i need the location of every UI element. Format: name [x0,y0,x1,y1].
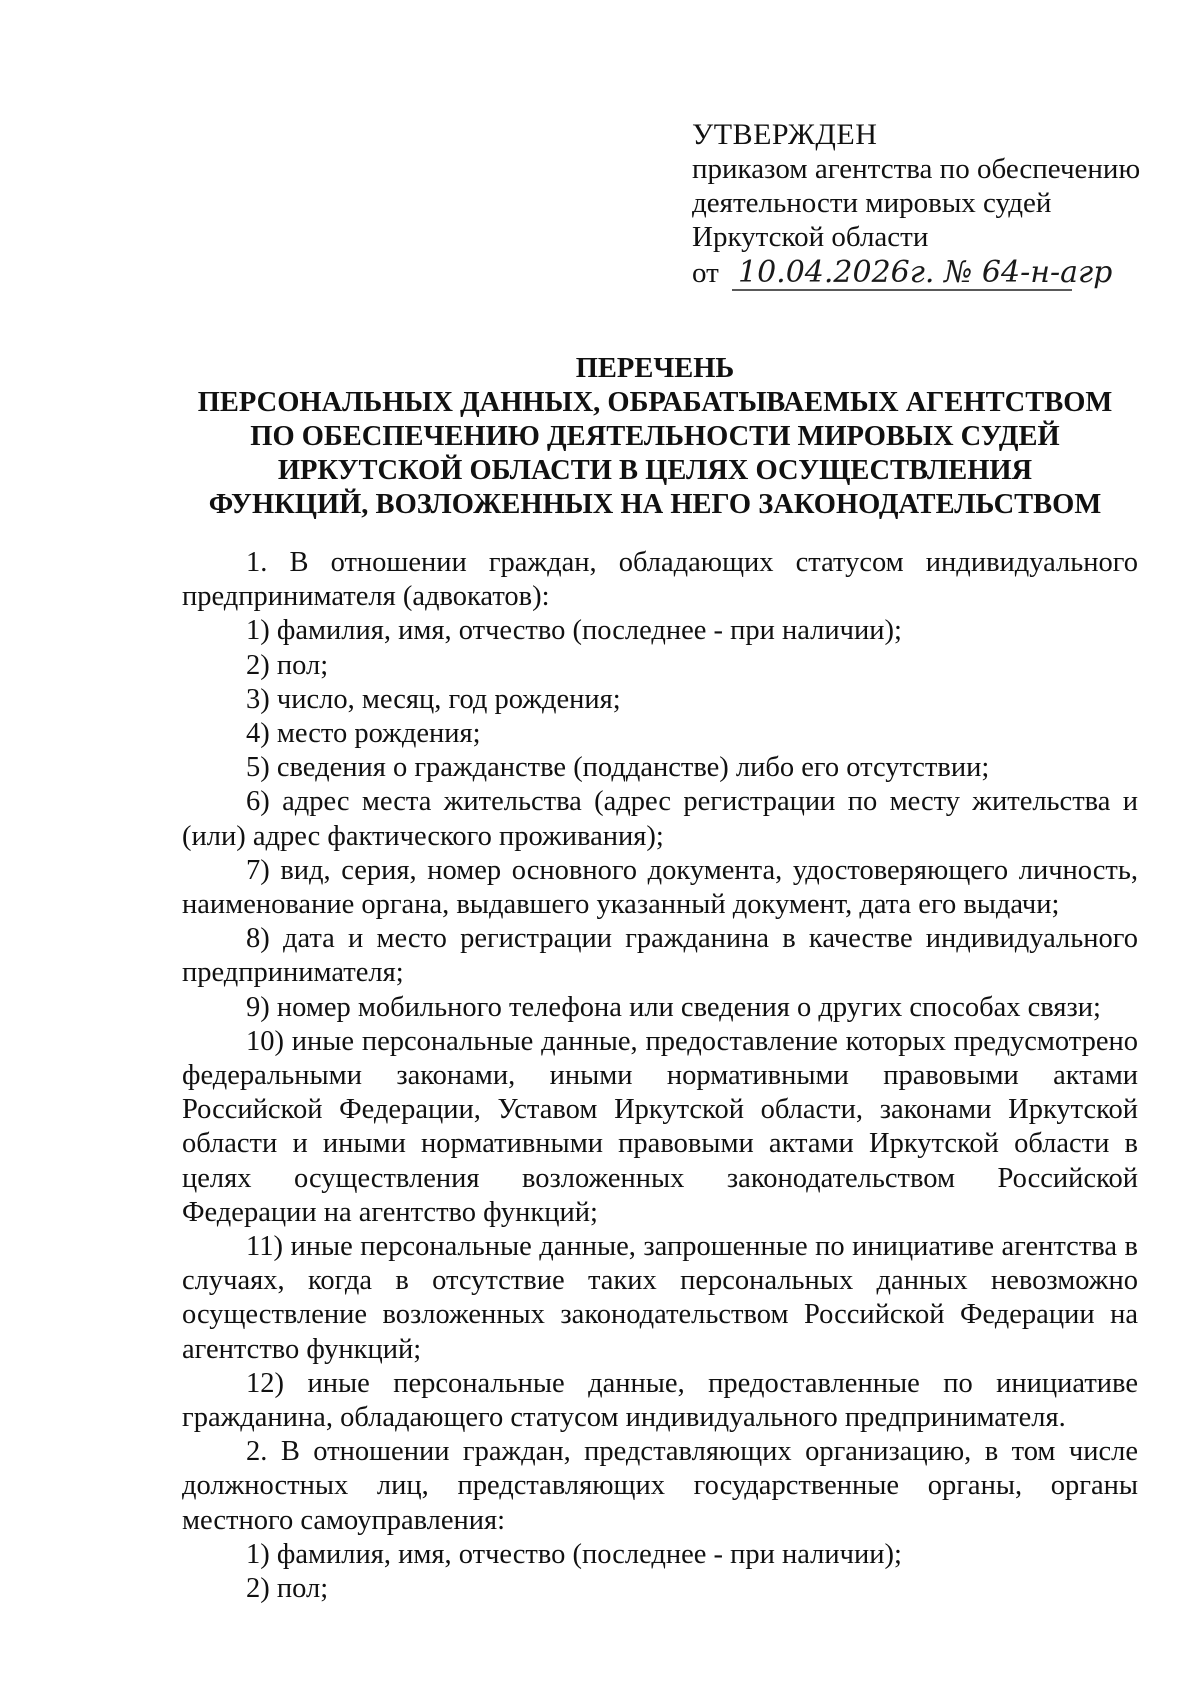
section-1-intro: 1. В отношении граждан, обладающих статусом индивидуального предпринимателя (адвокатов): [182,547,1138,613]
heading-line-2: ПЕРСОНАЛЬНЫХ ДАННЫХ, ОБРАБАТЫВАЕМЫХ АГЕНТСТВОМ [197,387,1113,418]
list-item: 12) иные персональные данные, предоставленные по инициативе гражданина, обладающего статусом индивидуального предпринимателя. [182,1367,1138,1434]
list-item: 2) пол; [246,649,329,681]
approval-line-3: Иркутской области [692,221,929,253]
list-item: 7) вид, серия, номер основного документа, удостоверяющего личность, наименование органа, выдавшего указанный документ, дата его выдачи; [182,854,1138,921]
list-item: 8) дата и место регистрации гражданина в качестве индивидуального предпринимателя; [182,923,1138,989]
handwritten-number: № 64-н-агр [944,255,1113,290]
approval-date-row [692,254,1172,294]
approval-line-1: приказом агентства по обеспечению [692,153,1141,185]
document-heading [175,352,1135,522]
list-item: 6) адрес места жительства (адрес регистрации по месту жительства и (или) адрес фактического проживания); [182,786,1138,852]
list-item: 11) иные персональные данные, запрошенные по инициативе агентства в случаях, когда в отсутствие таких персональных данных невозможно осуществление возложенных законодательством Российской Федерации на агентство функций; [182,1231,1138,1365]
list-item: 1) фамилия, имя, отчество (последнее - при наличии); [246,615,902,647]
approval-line-2: деятельности мировых судей [692,187,1052,219]
heading-line-3: ПО ОБЕСПЕЧЕНИЮ ДЕЯТЕЛЬНОСТИ МИРОВЫХ СУДЕЙ [250,421,1060,452]
list-item: 3) число, месяц, год рождения; [246,683,621,715]
section-2-intro: 2. В отношении граждан, представляющих организацию, в том числе должностных лиц, представляющих государственные органы, органы местного самоуправления: [182,1436,1138,1536]
approval-stamp-block [692,118,1172,294]
document-body [182,546,1138,1606]
list-item: 5) сведения о гражданстве (подданстве) либо его отсутствии; [246,752,990,784]
handwritten-date: 10.04.2026г. [738,255,935,290]
list-item: 10) иные персональные данные, предоставление которых предусмотрено федеральными законами, иными нормативными правовыми актами Российской Федерации, Уставом Иркутской области, законами Иркутской области и иными нормативными правовыми актами Иркутской области в целях осуществления возложенных законодательством Российской Федерации на агентство функций; [182,1025,1138,1228]
approval-from-label: от [692,257,719,289]
list-item: 9) номер мобильного телефона или сведения о других способах связи; [246,991,1101,1023]
heading-line-4: ИРКУТСКОЙ ОБЛАСТИ В ЦЕЛЯХ ОСУЩЕСТВЛЕНИЯ [277,455,1033,486]
list-item: 4) место рождения; [246,718,481,750]
handwritten-signature-line [732,254,1172,294]
approval-title: УТВЕРЖДЕН [692,118,878,151]
list-item: 1) фамилия, имя, отчество (последнее - при наличии); [246,1538,902,1570]
list-item: 2) пол; [246,1573,329,1605]
heading-line-5: ФУНКЦИЙ, ВОЗЛОЖЕННЫХ НА НЕГО ЗАКОНОДАТЕЛЬСТВОМ [208,489,1102,520]
heading-line-1: ПЕРЕЧЕНЬ [575,353,735,384]
